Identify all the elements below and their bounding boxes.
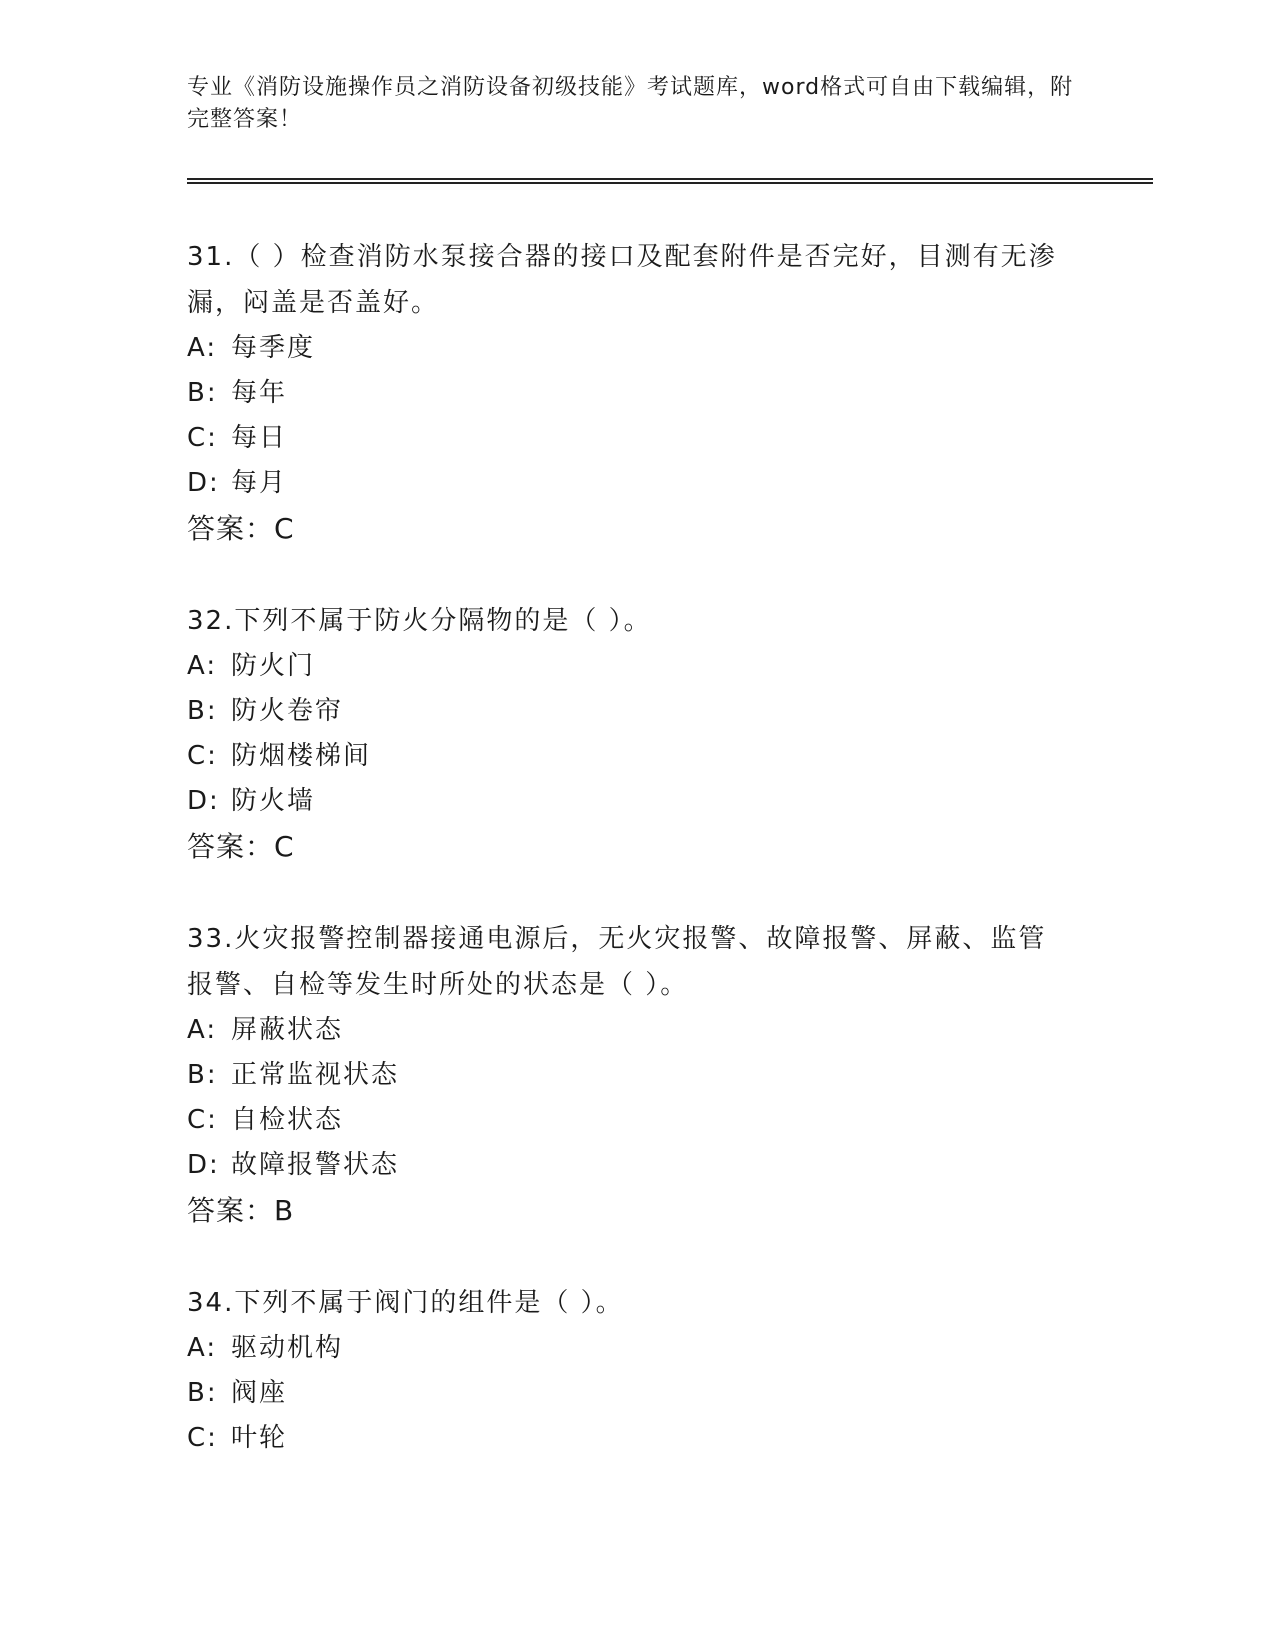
question-32 (187, 598, 1147, 870)
option-d (187, 779, 1147, 824)
option-text: 驱动机构 (231, 1333, 344, 1363)
option-letter: A: (187, 1333, 218, 1363)
option-text: 每季度 (231, 333, 316, 363)
question-stem: 32.下列不属于防火分隔物的是（ ）。 (187, 606, 652, 636)
option-text: 正常监视状态 (231, 1060, 400, 1090)
document-header: 专业《消防设施操作员之消防设备初级技能》考试题库，word格式可自由下载编辑，附完整答案！ (187, 75, 1074, 132)
option-text: 防火卷帘 (231, 696, 344, 726)
option-letter: C: (187, 741, 218, 771)
option-text: 屏蔽状态 (231, 1015, 344, 1045)
divider-line-bottom (187, 182, 1153, 184)
question-31 (187, 234, 1147, 552)
question-stem: 31.（ ）检查消防水泵接合器的接口及配套附件是否完好，目测有无渗漏，闷盖是否盖好。 (187, 242, 1057, 318)
option-text: 自检状态 (231, 1105, 344, 1135)
option-text: 每年 (231, 378, 288, 408)
option-text: 叶轮 (231, 1423, 288, 1453)
question-list (187, 234, 1147, 1507)
option-d (187, 1143, 1147, 1188)
option-c (187, 416, 1147, 461)
option-c (187, 1416, 1147, 1461)
answer-key: 答案：C (187, 830, 295, 863)
option-text: 防火门 (231, 651, 316, 681)
option-letter: B: (187, 378, 218, 408)
document-page (187, 0, 1147, 1650)
answer-key: 答案：B (187, 1194, 295, 1227)
option-text: 防烟楼梯间 (231, 741, 372, 771)
option-b (187, 689, 1147, 734)
option-text: 防火墙 (231, 786, 316, 816)
divider-line-top (187, 178, 1153, 180)
option-letter: C: (187, 1423, 218, 1453)
option-a (187, 326, 1147, 371)
option-letter: C: (187, 423, 218, 453)
option-letter: D: (187, 786, 220, 816)
option-c (187, 1098, 1147, 1143)
option-letter: B: (187, 1060, 218, 1090)
option-b (187, 1371, 1147, 1416)
question-stem: 33.火灾报警控制器接通电源后，无火灾报警、故障报警、屏蔽、监管报警、自检等发生时所处的状态是（ ）。 (187, 924, 1047, 1000)
question-34 (187, 1280, 1147, 1461)
option-letter: A: (187, 651, 218, 681)
option-letter: B: (187, 696, 218, 726)
option-a (187, 644, 1147, 689)
option-text: 每月 (231, 468, 288, 498)
option-text: 每日 (231, 423, 288, 453)
option-b (187, 1053, 1147, 1098)
option-letter: A: (187, 1015, 218, 1045)
option-a (187, 1008, 1147, 1053)
option-text: 故障报警状态 (231, 1150, 400, 1180)
option-letter: A: (187, 333, 218, 363)
option-letter: D: (187, 468, 220, 498)
option-d (187, 461, 1147, 506)
question-stem: 34.下列不属于阀门的组件是（ ）。 (187, 1288, 624, 1318)
option-letter: C: (187, 1105, 218, 1135)
option-a (187, 1326, 1147, 1371)
header-divider (187, 178, 1153, 184)
option-letter: B: (187, 1378, 218, 1408)
option-b (187, 371, 1147, 416)
option-c (187, 734, 1147, 779)
option-text: 阀座 (231, 1378, 288, 1408)
question-33 (187, 916, 1147, 1234)
option-letter: D: (187, 1150, 220, 1180)
answer-key: 答案：C (187, 512, 295, 545)
